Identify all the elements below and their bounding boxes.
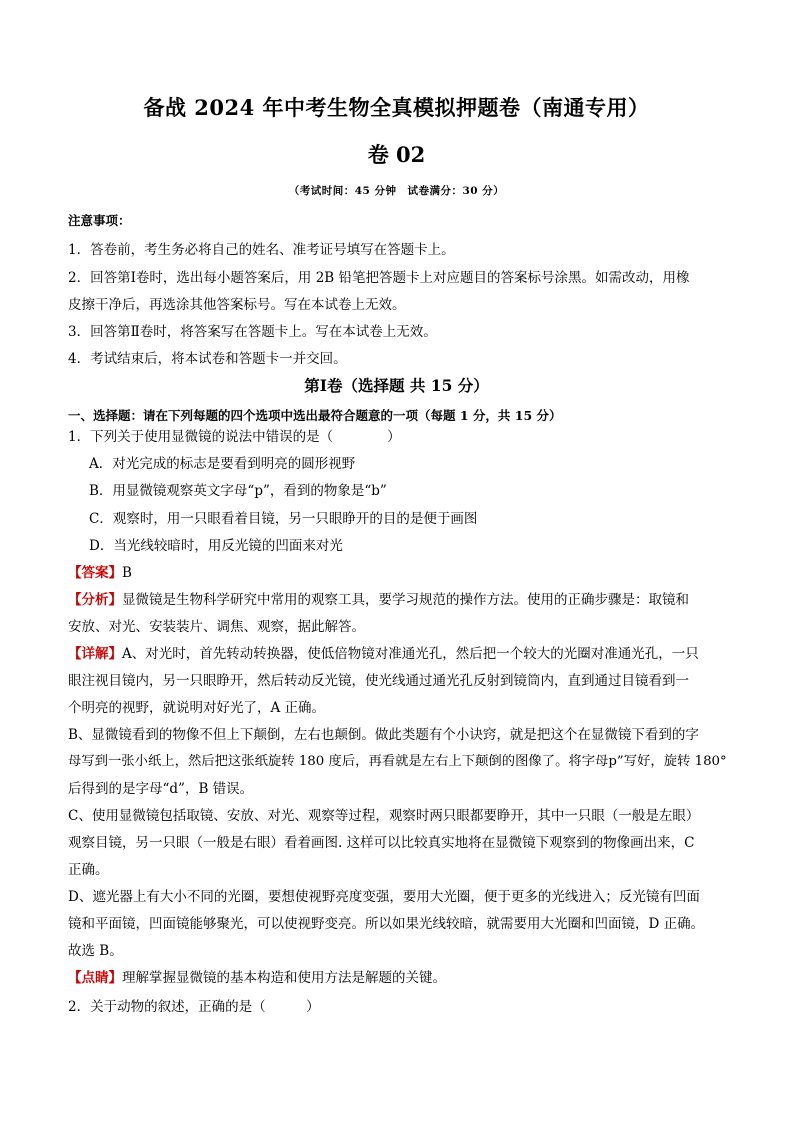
question-1-stem: 1．下列关于使用显微镜的说法中错误的是（ ） [68,429,401,445]
detail-text: D、遮光器上有大小不同的光圈，要想使视野亮度变强，要用大光圈，便于更多的光线进入；反光镜有凹面 [68,889,700,905]
analysis-text: 显微镜是生物科学研究中常用的观察工具，要学习规范的操作方法。使用的正确步骤是：取镜和 [122,592,689,608]
answer-line [68,561,132,581]
detail-text: 观察目镜，另一只眼（一般是右眼）看着画图. 这样可以比较真实地将在显微镜下观察到的物像画出来，C [68,835,695,851]
note-line: 3．回答第Ⅱ卷时，将答案写在答题卡上。写在本试卷上无效。 [68,324,437,340]
notes-heading: 注意事项： [68,213,131,228]
section-title: 第Ⅰ卷（选择题 共 15 分） [304,376,489,395]
analysis-text: 安放、对光、安装装片、调焦、观察，据此解答。 [68,619,365,635]
note-line: 1．答卷前，考生务必将自己的姓名、准考证号填写在答题卡上。 [68,242,455,258]
exam-info: （考试时间：45 分钟 试卷满分：30 分） [288,185,505,197]
question-1-option-d: D．当光线较暗时，用反光镜的凹面来对光 [89,538,343,554]
question-1-option-c: C．观察时，用一只眼看着目镜，另一只眼睁开的目的是便于画图 [89,511,478,527]
detail-text: 故选 B。 [68,943,123,959]
paper-number: 卷 02 [367,142,426,167]
detail-text: 眼注视目镜内，另一只眼睁开，然后转动反光镜，使光线通过通光孔反射到镜筒内，直到通过目镜看到一 [68,673,689,689]
answer-value: B [122,565,132,581]
detail-text: 个明亮的视野，就说明对好光了，A 正确。 [68,700,326,716]
analysis-line [68,588,689,608]
note-line: 2．回答第Ⅰ卷时，选出每小题答案后，用 2B 铅笔把答题卡上对应题目的答案标号涂黑。如需改动，用橡 [68,270,690,286]
note-line: 4．考试结束后，将本试卷和答题卡一并交回。 [68,351,347,367]
detail-text: 镜和平面镜，凹面镜能够聚光，可以使视野变亮。所以如果光线较暗，就需要用大光圈和凹面镜，D 正确。 [68,916,705,932]
detail-text: 后得到的是字母“d”，B 错误。 [68,781,254,797]
detail-text: 母写到一张小纸上，然后把这张纸旋转 180 度后，再看就是左右上下颠倒的图像了。将字母p”写好，旋转 180° [68,754,727,769]
page-title: 备战 2024 年中考生物全真模拟押题卷（南通专用） [143,95,650,120]
analysis-tag: 【分析】 [68,592,122,608]
detail-text: 正确。 [68,862,109,878]
question-1-option-b: B．用显微镜观察英文字母“p”，看到的物象是“b” [89,483,387,499]
detail-text: C、使用显微镜包括取镜、安放、对光、观察等过程，观察时两只眼都要睁开，其中一只眼（一般是左眼） [68,808,700,824]
comment-line [68,966,446,986]
note-line: 皮擦干净后，再选涂其他答案标号。写在本试卷上无效。 [68,297,406,313]
detail-text: A、对光时，首先转动转换器，使低倍物镜对准通光孔，然后把一个较大的光圈对准通光孔，一只 [122,646,699,662]
comment-tag: 【点睛】 [68,970,122,986]
detail-line [68,642,699,662]
question-1-option-a: A．对光完成的标志是要看到明亮的圆形视野 [89,456,356,472]
answer-tag: 【答案】 [68,565,122,581]
detail-tag: 【详解】 [68,646,122,662]
part-heading: 一、选择题：请在下列每题的四个选项中选出最符合题意的一项（每题 1 分，共 15 分） [68,408,562,423]
comment-text: 理解掌握显微镜的基本构造和使用方法是解题的关键。 [122,970,446,986]
detail-text: B、显微镜看到的物像不但上下颠倒，左右也颠倒。做此类题有个小诀窍，就是把这个在显微镜下看到的字 [68,727,699,743]
question-2-stem: 2．关于动物的叙述，正确的是（ ） [68,999,320,1015]
